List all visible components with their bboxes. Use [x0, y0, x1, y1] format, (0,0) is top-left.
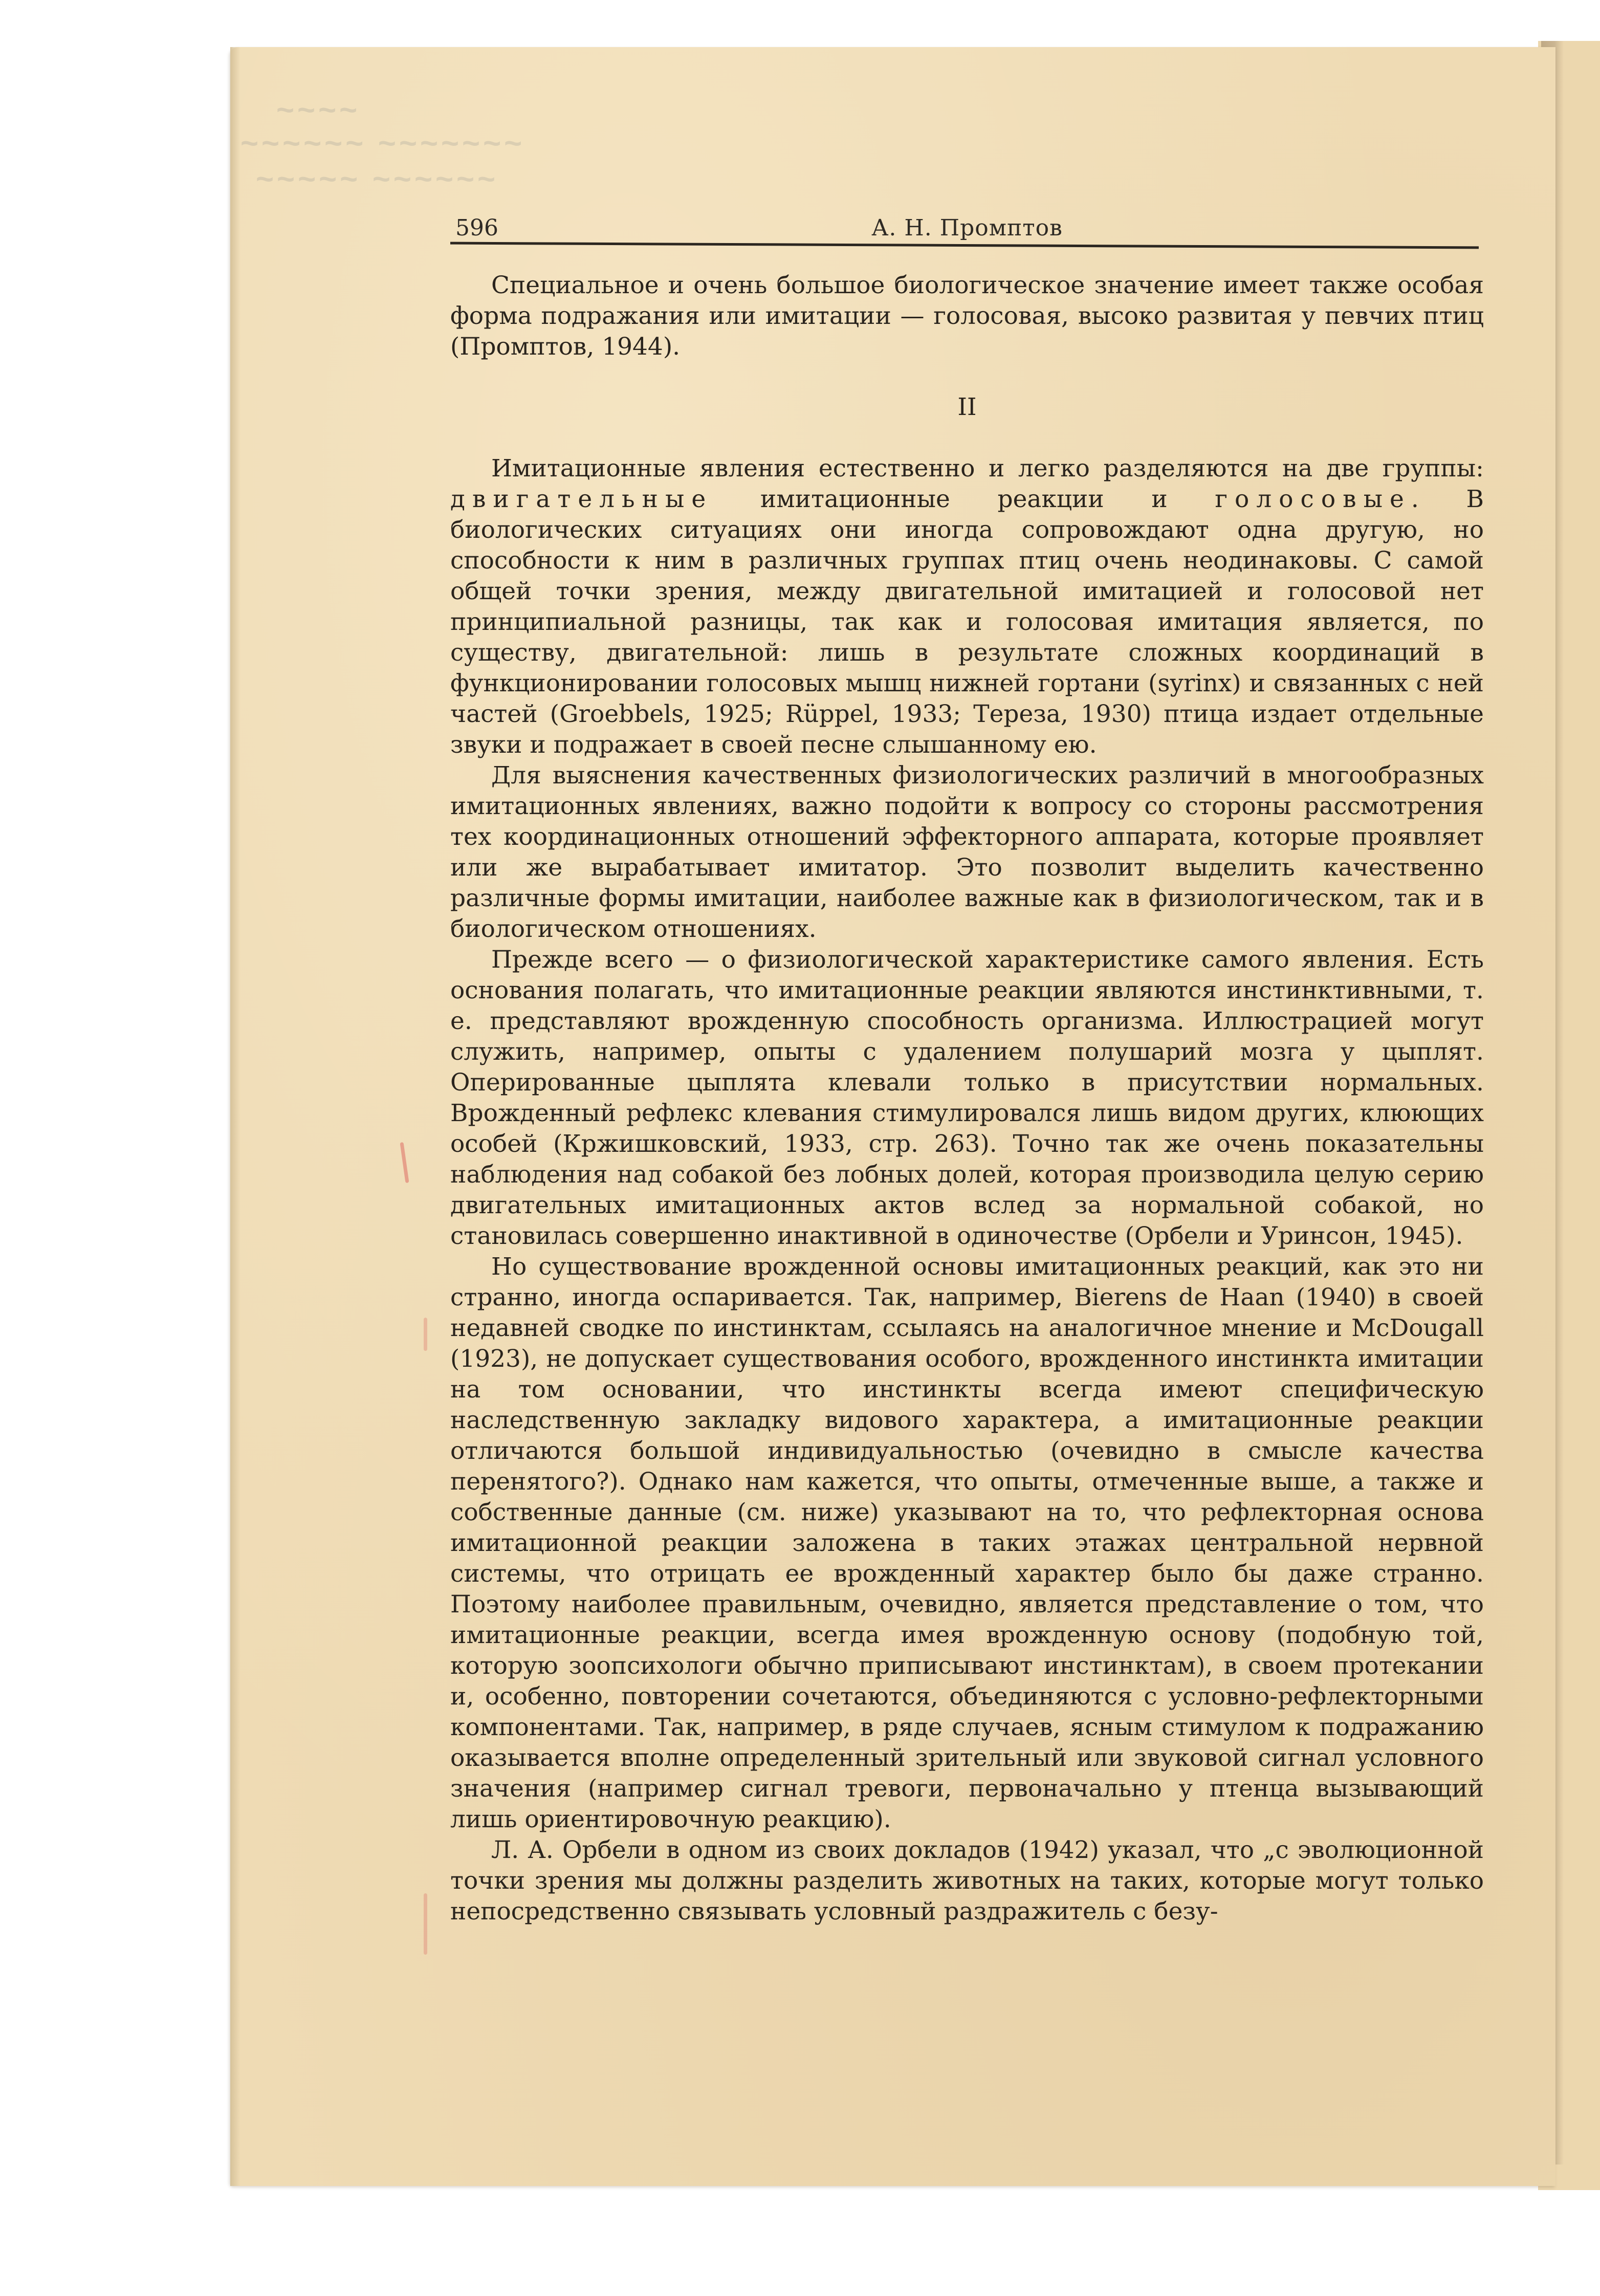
text-run: Прежде всего — о физиологической характеристике самого явления. Есть основания полагать, что имитационные реакции являются инстинктивными, т. е. представляют врожденную способность организма. Иллюстрацией могут служить, например, опыты с удалением полушарий мозга у цыплят. Оперированные цыплята клевали только в присутствии нормальных. Врожденный рефлекс клевания стимулировался лишь видом других, клюющих особей (Кржишковский, 1933, стр. 263). Точно так же очень показательны наблюдения над собакой без лобных долей, которая производила целую серию двигательных имитационных актов вслед за нормальной собакой, но становилась совершенно инактивной в одиночестве (Орбели и Уринсон, 1945).	[450, 946, 1484, 1250]
text-run: Для выяснения качественных физиологических различий в многообразных имитационных явлениях, важно подойти к вопросу со стороны рассмотрения тех координационных отношений эффекторного аппарата, которые проявляет или же вырабатывает имитатор. Это позволит выделить качественно различные формы имитации, наиболее важные как в физиологическом, так и в биологическом отношениях.	[450, 761, 1484, 943]
paragraph	[450, 1252, 1484, 1835]
text-run: имитационные реакции и	[713, 485, 1215, 513]
red-pencil-mark	[424, 1893, 427, 1955]
text-run: Л. А. Орбели в одном из своих докладов (1942) указал, что „с эволюционной точки зрения мы должны разделить животных на таких, которые могут только непосредственно связывать условный раздражитель с безу-	[450, 1836, 1484, 1926]
bleed-through-text: ~~~~~ ~~~~~~	[256, 162, 499, 196]
page-edge	[230, 47, 240, 2186]
text-run: Специальное и очень большое биологическое значение имеет также особая форма подражания или имитации — голосовая, высоко развитая у певчих птиц (Промптов, 1944).	[450, 271, 1484, 361]
bleed-through-text: ~~~~~~ ~~~~~~~	[240, 126, 525, 160]
paragraph	[450, 453, 1484, 760]
section-heading: II	[957, 393, 977, 421]
text-run: . В биологических ситуациях они иногда сопровождают одна другую, но способности к ним в различных группах птиц очень неодинаковы. С самой общей точки зрения, между двигательной имитацией и голосовой нет принципиальной разницы, так как и голосовая имитация является, по существу, двигательной: лишь в результате сложных координаций в функционировании голосовых мышц нижней гортани (syrinx) и связанных с ней частей (Groebbels, 1925; Rüppel, 1933; Тереза, 1930) птица издает отдельные звуки и подражает в своей песне слышанному ею.	[450, 485, 1484, 759]
text-run: Но существование врожденной основы имитационных реакций, как это ни странно, иногда оспаривается. Так, например, Bierens de Haan (1940) в своей недавней сводке по инстинктам, ссылаясь на аналогичное мнение и McDougall (1923), не допускает существования особого, врожденного инстинкта имитации на том основании, что инстинкты всегда имеют специфическую наследственную закладку видового характера, а имитационные реакции отличаются большой индивидуальностью (очевидно в смысле качества перенятого?). Однако нам кажется, что опыты, отмеченные выше, а также и собственные данные (см. ниже) указывают на то, что рефлекторная основа имитационной реакции заложена в таких этажах центральной нервной системы, что отрицать ее врожденный характер было бы даже странно. Поэтому наиболее правильным, очевидно, является представление о том, что имитационные реакции, всегда имея врожденную основу (подобную той, которую зоопсихологи обычно приписывают инстинктам), в своем протекании и, особенно, повторении сочетаются, объединяются с условно-рефлекторными компонентами. Так, например, в ряде случаев, ясным стимулом к подражанию оказывается вполне определенный зрительный или звуковой сигнал условного значения (например сигнал тревоги, первоначально у птенца вызывающий лишь ориентировочную реакцию).	[450, 1253, 1484, 1833]
running-head-author: А. Н. Промптов	[871, 215, 1063, 241]
page-number: 596	[455, 215, 498, 241]
paragraph	[450, 945, 1484, 1252]
article-body	[450, 270, 1484, 1927]
bleed-through-text: ~~~~	[276, 93, 361, 127]
text-run: Имитационные явления естественно и легко разделяются на две группы:	[491, 454, 1484, 483]
paragraph	[450, 1835, 1484, 1927]
emphasized-term: двигательные	[450, 485, 713, 513]
paragraph	[450, 270, 1484, 362]
red-pencil-mark	[424, 1318, 427, 1351]
paragraph	[450, 760, 1484, 945]
emphasized-term: голосовые	[1215, 485, 1411, 513]
